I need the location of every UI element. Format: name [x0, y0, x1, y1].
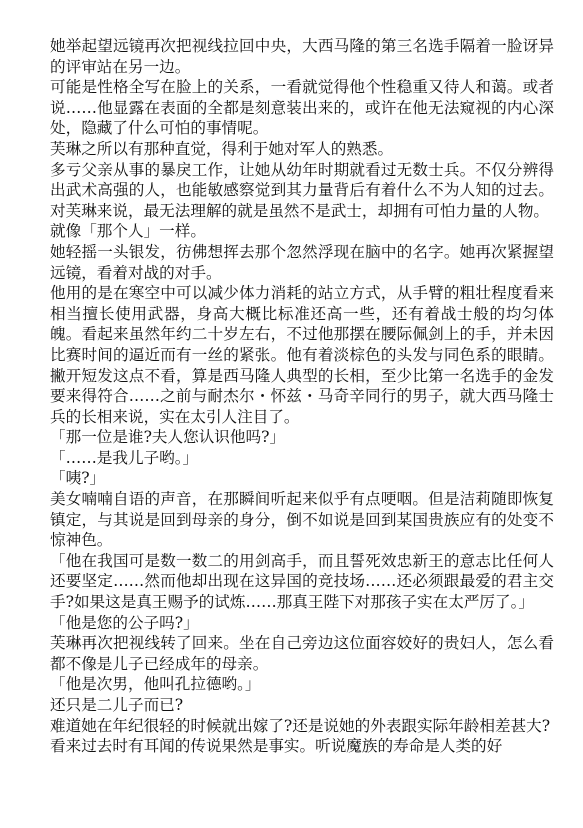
paragraph-15: 「他是次男，他叫孔拉德哟。」	[50, 675, 261, 694]
paragraph-12: 「他在我国可是数一数二的用剑高手，而且誓死效忠新王的意志比任何人还要坚定……然而他却出现在这异国的竞技场……还必须跟最爱的君主交手?如果这是真王赐予的试炼……那真王陛下对那孩子实在太严厉了。」	[50, 551, 554, 612]
paragraph-17: 难道她在年纪很轻的时候就出嫁了?还是说她的外表跟实际年龄相差甚大?	[50, 716, 551, 735]
paragraph-8: 「那一位是谁?夫人您认识他吗?」	[50, 428, 286, 447]
paragraph-5: 就像「那个人」一样。	[50, 222, 206, 241]
paragraph-14: 芙琳再次把视线转了回来。坐在自己旁边这位面容姣好的贵妇人，怎么看都不像是儿子已经成年的母亲。	[50, 634, 554, 673]
paragraph-3: 芙琳之所以有那种直觉，得利于她对军人的熟悉。	[50, 139, 394, 158]
paragraph-16: 还只是二儿子而已?	[50, 696, 184, 714]
document-page	[50, 36, 554, 757]
paragraph-10: 「咦?」	[50, 469, 106, 488]
paragraph-13: 「他是您的公子吗?」	[50, 613, 199, 632]
paragraph-18: 看来过去时有耳闻的传说果然是事实。听说魔族的寿命是人类的好	[50, 737, 503, 756]
paragraph-9: 「……是我儿子哟。」	[50, 448, 199, 467]
paragraph-6: 她轻摇一头银发，彷佛想挥去那个忽然浮现在脑中的名字。她再次紧握望远镜，看着对战的对手。	[50, 242, 554, 282]
paragraph-1: 她举起望远镜再次把视线拉回中央，大西马隆的第三名选手隔着一脸讶异的评审站在另一边。	[50, 37, 554, 76]
paragraph-4: 多亏父亲从事的暴戾工作，让她从幼年时期就看过无数士兵。不仅分辨得出武术高强的人，也能敏感察觉到其力量背后有着什么不为人知的过去。对芙琳来说，最无法理解的就是虽然不是武士，却拥有可怕力量的人物。	[50, 160, 554, 220]
paragraph-11: 美女喃喃自语的声音，在那瞬间听起来似乎有点哽咽。但是洁莉随即恢复镇定，与其说是回到母亲的身分，倒不如说是回到某国贵族应有的处变不惊神色。	[50, 490, 554, 550]
paragraph-7: 他用的是在寒空中可以减少体力消耗的站立方式，从手臂的粗壮程度看来相当擅长使用武器，身高大概比标准还高一些，还有着战士般的均匀体魄。看起来虽然年约二十岁左右，不过他那摆在腰际佩剑上的手，并未因比赛时间的逼近而有一丝的紧张。他有着淡棕色的头发与同色系的眼睛。撇开短发这点不看，算是西马隆人典型的长相，至少比第一名选手的金发要来得符合……之前与耐杰尔・怀兹・马奇辛同行的男子，就大西马隆士兵的长相来说，实在太引人注目了。	[50, 284, 554, 426]
paragraph-2: 可能是性格全写在脸上的关系，一看就觉得他个性稳重又待人和蔼。或者说……他显露在表面的全都是刻意装出来的，或许在他无法窥视的内心深处，隐藏了什么可怕的事情呢。	[50, 78, 554, 138]
